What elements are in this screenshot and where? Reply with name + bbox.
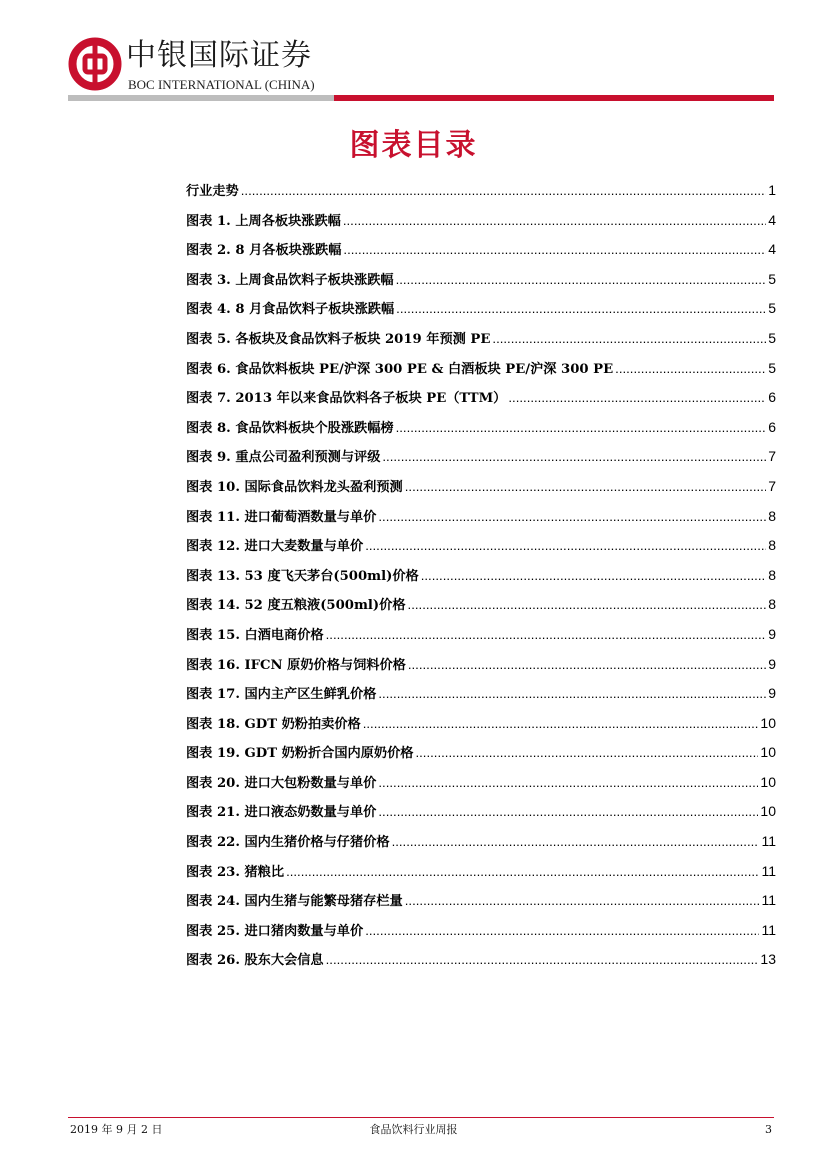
toc-entry-label: 图表 26. 股东大会信息 xyxy=(186,953,324,969)
toc-entry-label: 图表 3. 上周食品饮料子板块涨跌幅 xyxy=(186,272,394,288)
toc-entry-label: 图表 8. 食品饮料板块个股涨跌幅榜 xyxy=(186,420,394,436)
toc-entry-label: 图表 18. GDT 奶粉拍卖价格 xyxy=(186,716,361,732)
toc-entry-label: 图表 2. 8 月各板块涨跌幅 xyxy=(186,243,342,259)
page-title: 图表目录 xyxy=(349,128,478,163)
toc-entry[interactable] xyxy=(186,531,776,561)
brand-name-chinese: 中银国际证券 xyxy=(126,38,312,73)
toc-entry-page: 6 xyxy=(768,418,776,435)
toc-entry[interactable] xyxy=(186,679,776,709)
toc-entry[interactable] xyxy=(186,650,776,680)
toc-entry-page: 5 xyxy=(768,329,776,346)
toc-entry-page: 11 xyxy=(761,833,776,850)
toc-entry-label: 图表 12. 进口大麦数量与单价 xyxy=(186,539,364,555)
toc-dot-leader xyxy=(343,206,766,236)
toc-entry-page: 8 xyxy=(768,596,776,613)
toc-entry-page: 8 xyxy=(768,537,776,554)
toc-entry[interactable] xyxy=(186,709,776,739)
toc-entry-page: 13 xyxy=(760,951,776,968)
toc-dot-leader xyxy=(508,383,766,413)
toc-dot-leader xyxy=(326,945,759,975)
toc-dot-leader xyxy=(415,738,758,768)
toc-dot-leader xyxy=(326,620,767,650)
toc-dot-leader xyxy=(392,827,760,857)
toc-entry[interactable] xyxy=(186,265,776,295)
footer-report-title: 食品饮料行业周报 xyxy=(369,1123,458,1136)
toc-entry-page: 7 xyxy=(768,477,776,494)
toc-entry[interactable] xyxy=(186,797,776,827)
toc-dot-leader xyxy=(365,531,766,561)
toc-entry-label: 图表 23. 猪粮比 xyxy=(186,864,285,880)
toc-entry-page: 9 xyxy=(768,655,776,672)
toc-entry-page: 10 xyxy=(760,714,776,731)
toc-dot-leader xyxy=(382,442,766,472)
toc-entry[interactable] xyxy=(186,502,776,532)
toc-entry-label: 图表 9. 重点公司盈利预测与评级 xyxy=(186,450,381,466)
toc-entry-page: 4 xyxy=(768,211,776,228)
toc-entry[interactable] xyxy=(186,206,776,236)
toc-entry-label: 行业走势 xyxy=(186,184,239,199)
toc-entry-page: 9 xyxy=(768,685,776,702)
header-divider-red xyxy=(334,95,774,101)
toc-entry[interactable] xyxy=(186,738,776,768)
toc-entry[interactable] xyxy=(186,590,776,620)
toc-entry-label: 图表 5. 各板块及食品饮料子板块 2019 年预测 PE xyxy=(186,331,491,347)
toc-entry-page: 6 xyxy=(768,389,776,406)
toc-entry-page: 8 xyxy=(768,507,776,524)
toc-dot-leader xyxy=(408,590,767,620)
table-of-figures xyxy=(186,176,776,975)
toc-entry-label: 图表 10. 国际食品饮料龙头盈利预测 xyxy=(186,479,403,495)
toc-entry-label: 图表 15. 白酒电商价格 xyxy=(186,627,324,643)
toc-entry-page: 9 xyxy=(768,625,776,642)
toc-dot-leader xyxy=(286,857,759,887)
toc-entry[interactable] xyxy=(186,413,776,443)
toc-entry-page: 7 xyxy=(768,448,776,465)
toc-entry[interactable] xyxy=(186,620,776,650)
toc-entry-page: 5 xyxy=(768,300,776,317)
toc-entry-page: 10 xyxy=(760,773,776,790)
toc-entry-label: 图表 1. 上周各板块涨跌幅 xyxy=(186,213,341,229)
toc-entry-label: 图表 20. 进口大包粉数量与单价 xyxy=(186,775,377,791)
toc-entry-label: 图表 14. 52 度五粮液(500ml)价格 xyxy=(186,598,406,614)
toc-entry-label: 图表 24. 国内生猪与能繁母猪存栏量 xyxy=(186,894,403,910)
toc-entry-page: 11 xyxy=(761,862,776,879)
toc-entry[interactable] xyxy=(186,768,776,798)
toc-dot-leader xyxy=(492,324,766,354)
page-header xyxy=(68,37,774,103)
toc-entry-label: 图表 13. 53 度飞天茅台(500ml)价格 xyxy=(186,568,419,584)
footer-divider xyxy=(68,1117,774,1118)
header-divider-grey xyxy=(68,95,334,101)
toc-entry[interactable] xyxy=(186,857,776,887)
toc-dot-leader xyxy=(378,502,766,532)
toc-dot-leader xyxy=(241,176,766,206)
toc-entry-page: 5 xyxy=(768,270,776,287)
toc-entry-page: 4 xyxy=(768,241,776,258)
toc-dot-leader xyxy=(365,916,759,946)
toc-entry[interactable] xyxy=(186,916,776,946)
toc-entry-label: 图表 19. GDT 奶粉折合国内原奶价格 xyxy=(186,746,414,762)
toc-entry[interactable] xyxy=(186,827,776,857)
boc-logo-icon xyxy=(68,37,122,91)
toc-entry-label: 图表 4. 8 月食品饮料子板块涨跌幅 xyxy=(186,302,395,318)
toc-entry[interactable] xyxy=(186,235,776,265)
toc-entry-page: 8 xyxy=(768,566,776,583)
toc-dot-leader xyxy=(378,679,766,709)
toc-entry-page: 11 xyxy=(761,921,776,938)
toc-entry[interactable] xyxy=(186,383,776,413)
toc-entry[interactable] xyxy=(186,472,776,502)
toc-dot-leader xyxy=(615,354,766,384)
toc-entry-label: 图表 21. 进口液态奶数量与单价 xyxy=(186,805,377,821)
toc-entry[interactable] xyxy=(186,354,776,384)
toc-entry-label: 图表 16. IFCN 原奶价格与饲料价格 xyxy=(186,657,406,673)
toc-entry[interactable] xyxy=(186,176,776,206)
toc-dot-leader xyxy=(343,235,766,265)
toc-entry-label: 图表 17. 国内主产区生鲜乳价格 xyxy=(186,687,377,703)
toc-dot-leader xyxy=(396,265,767,295)
toc-entry-label: 图表 25. 进口猪肉数量与单价 xyxy=(186,923,364,939)
toc-entry-label: 图表 11. 进口葡萄酒数量与单价 xyxy=(186,509,377,525)
toc-entry[interactable] xyxy=(186,561,776,591)
toc-entry-label: 图表 22. 国内生猪价格与仔猪价格 xyxy=(186,835,390,851)
toc-entry-label: 图表 6. 食品饮料板块 PE/沪深 300 PE & 白酒板块 PE/沪深 300 PE xyxy=(186,361,614,377)
toc-entry[interactable] xyxy=(186,442,776,472)
toc-entry-page: 11 xyxy=(761,892,776,909)
toc-entry-page: 10 xyxy=(760,744,776,761)
toc-dot-leader xyxy=(378,797,758,827)
toc-dot-leader xyxy=(378,768,758,798)
toc-entry-page: 1 xyxy=(768,182,776,198)
footer-date: 2019 年 9 月 2 日 xyxy=(70,1123,163,1136)
toc-dot-leader xyxy=(405,472,766,502)
toc-entry-page: 10 xyxy=(760,803,776,820)
toc-entry[interactable] xyxy=(186,294,776,324)
toc-dot-leader xyxy=(363,709,759,739)
brand-name-english: BOC INTERNATIONAL (CHINA) xyxy=(128,77,315,92)
toc-dot-leader xyxy=(408,650,766,680)
toc-dot-leader xyxy=(396,294,766,324)
toc-entry[interactable] xyxy=(186,945,776,975)
toc-dot-leader xyxy=(405,886,760,916)
toc-dot-leader xyxy=(396,413,767,443)
footer-page-number: 3 xyxy=(765,1123,772,1136)
toc-dot-leader xyxy=(421,561,766,591)
toc-entry[interactable] xyxy=(186,886,776,916)
toc-entry-label: 图表 7. 2013 年以来食品饮料各子板块 PE（TTM） xyxy=(186,391,507,407)
toc-entry[interactable] xyxy=(186,324,776,354)
toc-entry-page: 5 xyxy=(768,359,776,376)
